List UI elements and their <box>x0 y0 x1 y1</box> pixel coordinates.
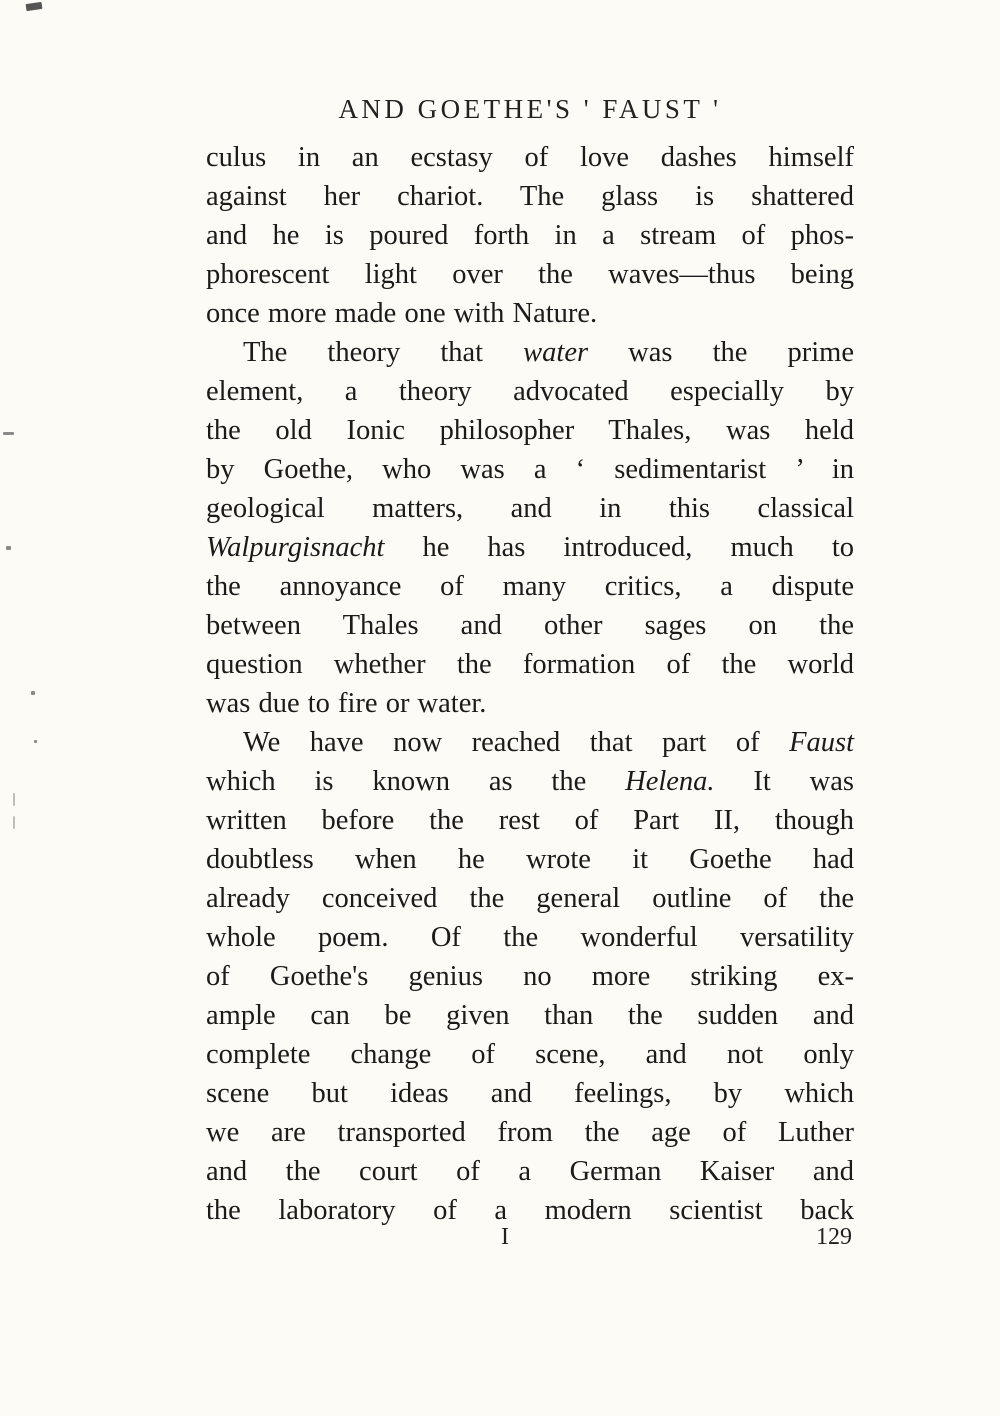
text-line <box>206 450 854 489</box>
text-line <box>206 216 854 255</box>
text-line <box>206 918 854 957</box>
text-line <box>206 567 854 606</box>
text-segment: already conceived the general outline of the <box>206 883 854 914</box>
text-segment: doubtless when he wrote it Goethe had <box>206 844 854 875</box>
text-line <box>206 684 854 723</box>
text-line <box>206 996 854 1035</box>
text-segment: The theory that <box>243 337 524 368</box>
text-line <box>206 333 854 372</box>
text-segment: of Goethe's genius no more striking ex- <box>206 961 854 992</box>
text-line <box>206 762 854 801</box>
paragraph <box>206 138 854 333</box>
scan-mark <box>13 816 15 829</box>
page-number: 129 <box>816 1224 852 1250</box>
text-segment: the laboratory of a modern scientist back <box>206 1195 854 1226</box>
text-segment: once more made one with Nature. <box>206 298 598 329</box>
text-segment: phorescent light over the waves—thus being <box>206 259 854 290</box>
text-segment: was the prime <box>588 337 854 368</box>
signature-mark: I <box>501 1224 509 1250</box>
scan-mark <box>26 2 43 11</box>
italic-text: Faust <box>789 727 854 758</box>
text-line <box>206 1191 854 1230</box>
scan-mark <box>13 793 15 806</box>
scan-mark <box>34 740 37 743</box>
text-segment: question whether the formation of the world <box>206 649 854 680</box>
text-segment: ample can be given than the sudden and <box>206 1000 854 1031</box>
text-segment: and he is poured forth in a stream of phos- <box>206 220 854 251</box>
text-segment: against her chariot. The glass is shattered <box>206 181 854 212</box>
paragraph <box>206 723 854 1230</box>
text-line <box>206 879 854 918</box>
text-segment: was due to fire or water. <box>206 688 487 719</box>
scan-mark <box>31 691 35 695</box>
text-segment: he has introduced, much to <box>384 532 854 563</box>
text-line <box>206 840 854 879</box>
text-line <box>206 1152 854 1191</box>
text-segment: between Thales and other sages on the <box>206 610 854 641</box>
text-line <box>206 801 854 840</box>
text-segment: written before the rest of Part II, though <box>206 805 854 836</box>
text-line <box>206 528 854 567</box>
text-line <box>206 489 854 528</box>
text-line <box>206 255 854 294</box>
text-line <box>206 1113 854 1152</box>
text-line <box>206 1035 854 1074</box>
text-line <box>206 1074 854 1113</box>
text-line <box>206 138 854 177</box>
text-segment: which is known as the <box>206 766 626 797</box>
text-line <box>206 645 854 684</box>
text-segment: the annoyance of many critics, a dispute <box>206 571 854 602</box>
text-line <box>206 957 854 996</box>
text-line <box>206 606 854 645</box>
text-segment: whole poem. Of the wonderful versatility <box>206 922 854 953</box>
text-block <box>206 94 854 1230</box>
text-segment: geological matters, and in this classical <box>206 493 854 524</box>
italic-text: water <box>523 337 589 368</box>
text-segment: culus in an ecstasy of love dashes himself <box>206 142 854 173</box>
text-segment: and the court of a German Kaiser and <box>206 1156 854 1187</box>
text-line <box>206 177 854 216</box>
italic-text: Helena. <box>625 766 715 797</box>
scan-mark <box>6 546 11 550</box>
text-segment: by Goethe, who was a ‘ sedimentarist ’ in <box>206 454 854 485</box>
text-segment: element, a theory advocated especially by <box>206 376 854 407</box>
italic-text: Walpurgisnacht <box>206 532 385 563</box>
text-segment: We have now reached that part of <box>243 727 790 758</box>
text-line <box>206 294 854 333</box>
text-segment: complete change of scene, and not only <box>206 1039 854 1070</box>
text-segment: the old Ionic philosopher Thales, was held <box>206 415 854 446</box>
text-segment: It was <box>714 766 854 797</box>
paragraph <box>206 333 854 723</box>
running-header: AND GOETHE'S ' FAUST ' <box>338 94 722 124</box>
text-segment: scene but ideas and feelings, by which <box>206 1078 854 1109</box>
scan-mark <box>3 432 14 435</box>
text-line <box>206 411 854 450</box>
text-line <box>206 723 854 762</box>
body-text <box>206 138 854 1230</box>
text-segment: we are transported from the age of Luther <box>206 1117 854 1148</box>
text-line <box>206 372 854 411</box>
